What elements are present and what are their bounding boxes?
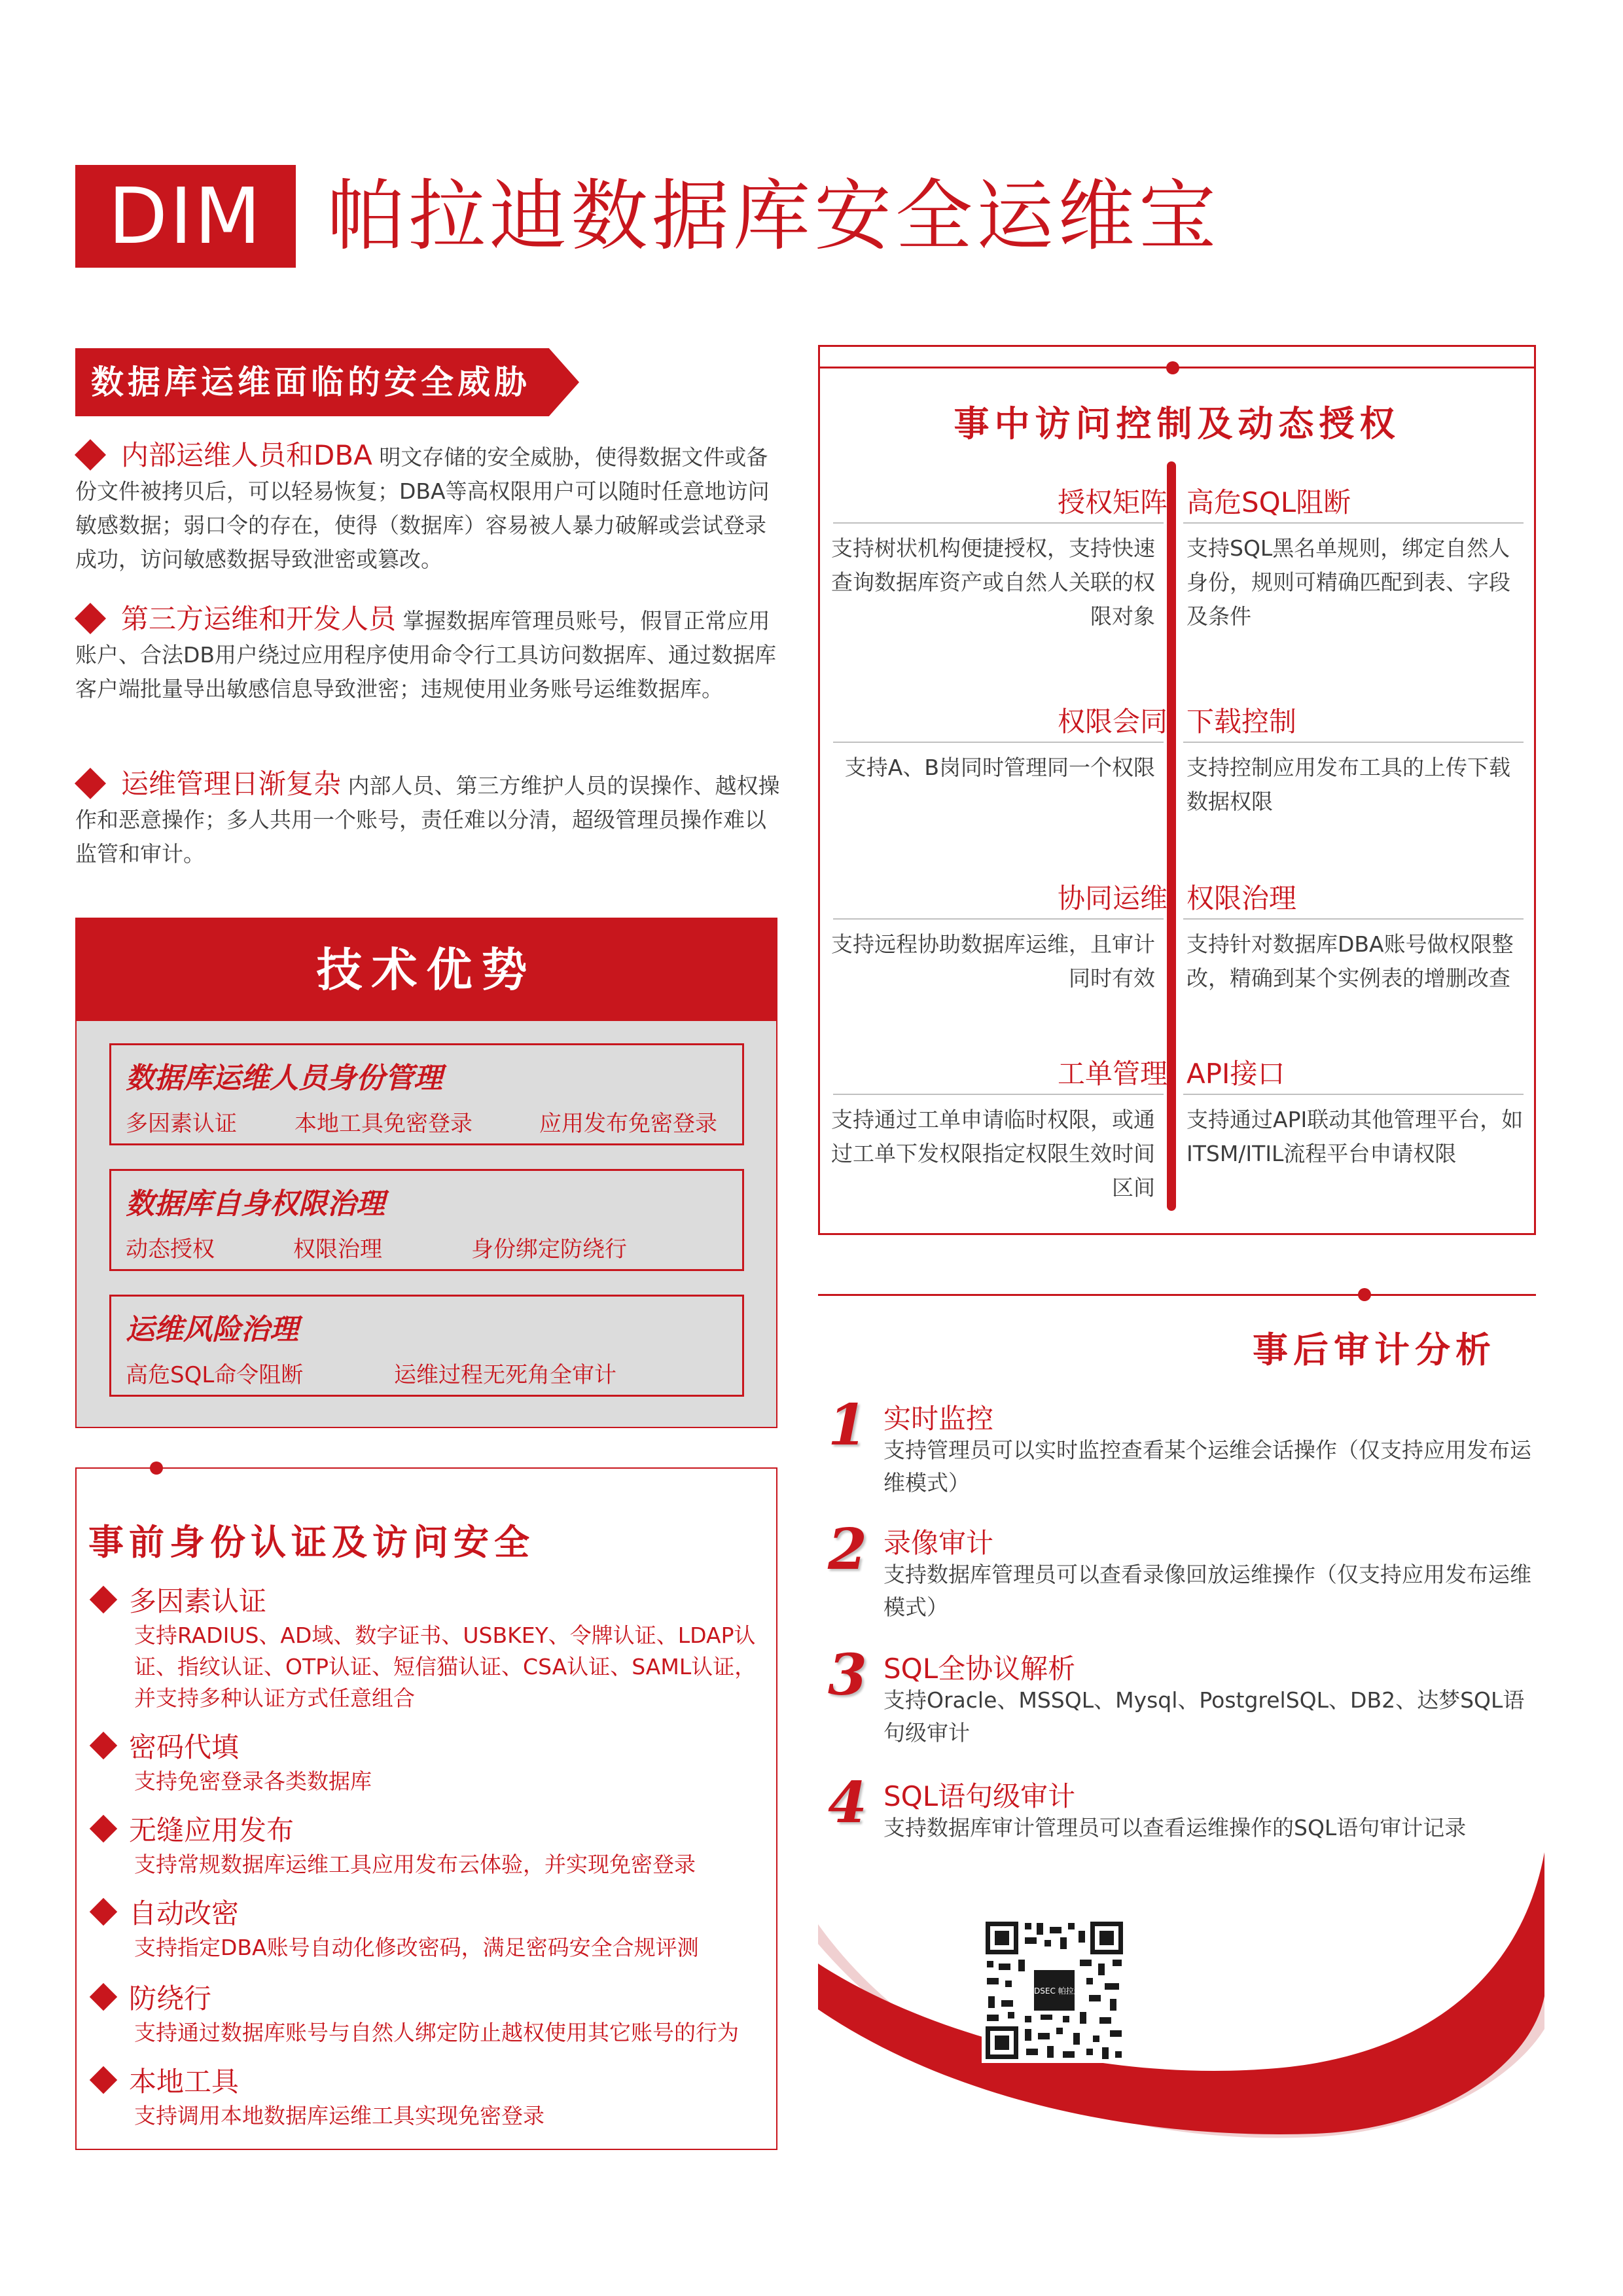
threat-text: 内部人员、第三方维护人员的误操作、越权操作和恶意操作；多人共用一个账号，责任难以分清，超级管理员操作难以监管和审计。	[75, 773, 780, 867]
ac-right-text: 支持针对数据库DBA账号做权限整改，精确到某个实例表的增删改查	[1186, 931, 1514, 991]
red-swoosh-decoration	[818, 1846, 1544, 2153]
auth-item-text: 支持RADIUS、AD域、数字证书、USBKEY、令牌认证、LDAP认证、指纹认证、OTP认证、短信猫认证、CSA认证、SAML认证，并支持多种认证方式任意组合	[134, 1623, 757, 1711]
audit-number: 1	[828, 1392, 867, 1458]
access-control-panel	[818, 345, 1536, 1235]
threats-banner	[75, 348, 579, 416]
auth-item-text: 支持通过数据库账号与自然人绑定防止越权使用其它账号的行为	[134, 2020, 739, 2045]
divider	[1183, 918, 1524, 920]
access-control-title: 事中访问控制及动态授权	[954, 403, 1400, 444]
auth-item-text: 支持指定DBA账号自动化修改密码，满足密码安全合规评测	[134, 1935, 699, 1960]
divider	[1183, 1094, 1524, 1095]
divider	[833, 1094, 1164, 1095]
threat-text: 掌握数据库管理员账号，假冒正常应用账户、合法DB用户绕过应用程序使用命令行工具访问数据库、通过数据库客户端批量导出敏感信息导致泄密；违规使用业务账号运维数据库。	[75, 608, 777, 702]
diamond-bullet-icon	[90, 1983, 117, 2011]
advantage-group	[109, 1043, 744, 1145]
ac-left-title: 授权矩阵	[1057, 486, 1168, 518]
ac-left-text: 支持A、B岗同时管理同一个权限	[844, 755, 1155, 780]
logo-dim: DIM	[75, 165, 296, 268]
threat-title: 运维管理日渐复杂	[121, 768, 342, 800]
advantage-group-items	[126, 1105, 717, 1138]
threat-item	[75, 602, 782, 706]
diamond-bullet-icon	[75, 768, 106, 799]
divider	[1183, 522, 1524, 524]
ac-left-text: 支持远程协助数据库运维，且审计同时有效	[831, 931, 1155, 991]
audit-item-title: 录像审计	[883, 1527, 994, 1559]
threat-title: 第三方运维和开发人员	[121, 603, 397, 635]
ac-left-title: 协同运维	[1057, 882, 1168, 914]
advantage-group	[109, 1169, 744, 1271]
auth-item	[88, 1812, 769, 1880]
ac-left-title: 工单管理	[1057, 1058, 1168, 1090]
ac-right-text: 支持控制应用发布工具的上传下载数据权限	[1186, 755, 1510, 814]
ac-left-title: 权限会同	[1057, 706, 1168, 738]
auth-item	[88, 1729, 769, 1797]
ac-right-text: 支持通过API联动其他管理平台，如ITSM/ITIL流程平台申请权限	[1186, 1107, 1524, 1166]
advantage-item: 动态授权	[126, 1236, 215, 1263]
audit-item-title: SQL语句级审计	[883, 1780, 1076, 1812]
auth-item-title: 本地工具	[129, 2066, 240, 2098]
advantage-item: 身份绑定防绕行	[471, 1236, 627, 1263]
advantage-group-items	[126, 1231, 627, 1263]
divider	[818, 1294, 1536, 1296]
diamond-bullet-icon	[90, 1732, 117, 1759]
dot-marker-icon	[150, 1462, 163, 1475]
audit-number: 3	[828, 1642, 867, 1708]
auth-item	[88, 1583, 769, 1714]
divider	[833, 742, 1164, 743]
auth-item	[88, 1895, 769, 1964]
auth-title: 事前身份认证及访问安全	[88, 1521, 535, 1563]
audit-item-title: SQL全协议解析	[883, 1653, 1076, 1685]
ac-right-title: API接口	[1186, 1058, 1285, 1090]
advantage-group-items	[126, 1357, 616, 1389]
center-timeline-bar	[1167, 461, 1176, 1211]
advantage-item: 运维过程无死角全审计	[394, 1362, 616, 1388]
auth-item-title: 无缝应用发布	[129, 1814, 294, 1846]
diamond-bullet-icon	[90, 2066, 117, 2094]
diamond-bullet-icon	[75, 439, 106, 471]
threat-text: 明文存储的安全威胁，使得数据文件或备份文件被拷贝后，可以轻易恢复；DBA等高权限用户可以随时任意地访问敏感数据；弱口令的存在，使得（数据库）容易被人暴力破解或尝试登录成功，访问敏感数据导致泄密或篡改。	[75, 444, 770, 572]
auth-item-title: 防绕行	[129, 1982, 212, 2015]
ac-right-title: 下载控制	[1186, 706, 1297, 738]
divider	[833, 918, 1164, 920]
advantage-item: 权限治理	[293, 1236, 382, 1263]
auth-item-title: 自动改密	[129, 1897, 240, 1929]
advantage-item: 本地工具免密登录	[294, 1111, 473, 1137]
advantage-group-title: 数据库自身权限治理	[126, 1187, 385, 1221]
advantage-group-title: 运维风险治理	[126, 1313, 298, 1346]
diamond-bullet-icon	[90, 1898, 117, 1926]
threats-banner-title: 数据库运维面临的安全威胁	[91, 363, 531, 401]
audit-item-text: 支持数据库审计管理员可以查看运维操作的SQL语句审计记录	[883, 1815, 1467, 1840]
advantage-item: 应用发布免密登录	[539, 1111, 717, 1137]
ac-right-title: 权限治理	[1186, 882, 1297, 914]
diamond-bullet-icon	[90, 1586, 117, 1613]
ac-left-text: 支持树状机构便捷授权，支持快速查询数据库资产或自然人关联的权限对象	[831, 535, 1155, 629]
auth-item-title: 多因素认证	[129, 1585, 267, 1617]
advantage-item: 多因素认证	[126, 1111, 237, 1137]
diamond-bullet-icon	[90, 1815, 117, 1842]
audit-number: 4	[828, 1770, 867, 1836]
divider	[833, 522, 1164, 524]
ac-right-text: 支持SQL黑名单规则，绑定自然人身份，规则可精确匹配到表、字段及条件	[1186, 535, 1510, 629]
advantage-group	[109, 1295, 744, 1397]
auth-item	[88, 2064, 769, 2132]
advantages-panel	[75, 918, 777, 1428]
threat-title: 内部运维人员和DBA	[121, 439, 372, 471]
auth-item-title: 密码代填	[129, 1731, 240, 1763]
audit-number: 2	[828, 1516, 867, 1583]
divider	[1183, 742, 1524, 743]
audit-item-title: 实时监控	[883, 1403, 994, 1435]
threat-item	[75, 767, 782, 871]
auth-item-text: 支持常规数据库运维工具应用发布云体验，并实现免密登录	[134, 1852, 696, 1877]
threat-item	[75, 439, 782, 577]
audit-title: 事后审计分析	[1253, 1329, 1496, 1371]
audit-item-text: 支持Oracle、MSSQL、Mysql、PostgrelSQL、DB2、达梦SQL语句级审计	[883, 1687, 1525, 1746]
ac-left-text: 支持通过工单申请临时权限，或通过工单下发权限指定权限生效时间区间	[831, 1107, 1155, 1200]
dot-marker-icon	[1358, 1288, 1371, 1301]
qr-center-label: PIDSEC 帕拉迪	[1027, 1986, 1082, 1996]
auth-item-text: 支持免密登录各类数据库	[134, 1768, 372, 1794]
qr-code[interactable]	[982, 1918, 1127, 2063]
auth-panel	[75, 1467, 777, 2150]
dot-marker-icon	[1166, 361, 1179, 374]
page-title: 帕拉迪数据库安全运维宝	[327, 171, 1221, 261]
diamond-bullet-icon	[75, 603, 106, 634]
ac-right-title: 高危SQL阻断	[1186, 486, 1351, 518]
audit-item-text: 支持管理员可以实时监控查看某个运维会话操作（仅支持应用发布运维模式）	[883, 1437, 1531, 1496]
advantage-group-title: 数据库运维人员身份管理	[126, 1062, 442, 1095]
advantages-title: 技术优势	[77, 919, 776, 1021]
advantage-item: 高危SQL命令阻断	[126, 1362, 304, 1388]
auth-item-text: 支持调用本地数据库运维工具实现免密登录	[134, 2103, 544, 2128]
auth-item	[88, 1981, 769, 2049]
audit-item-text: 支持数据库管理员可以查看录像回放运维操作（仅支持应用发布运维模式）	[883, 1562, 1531, 1620]
